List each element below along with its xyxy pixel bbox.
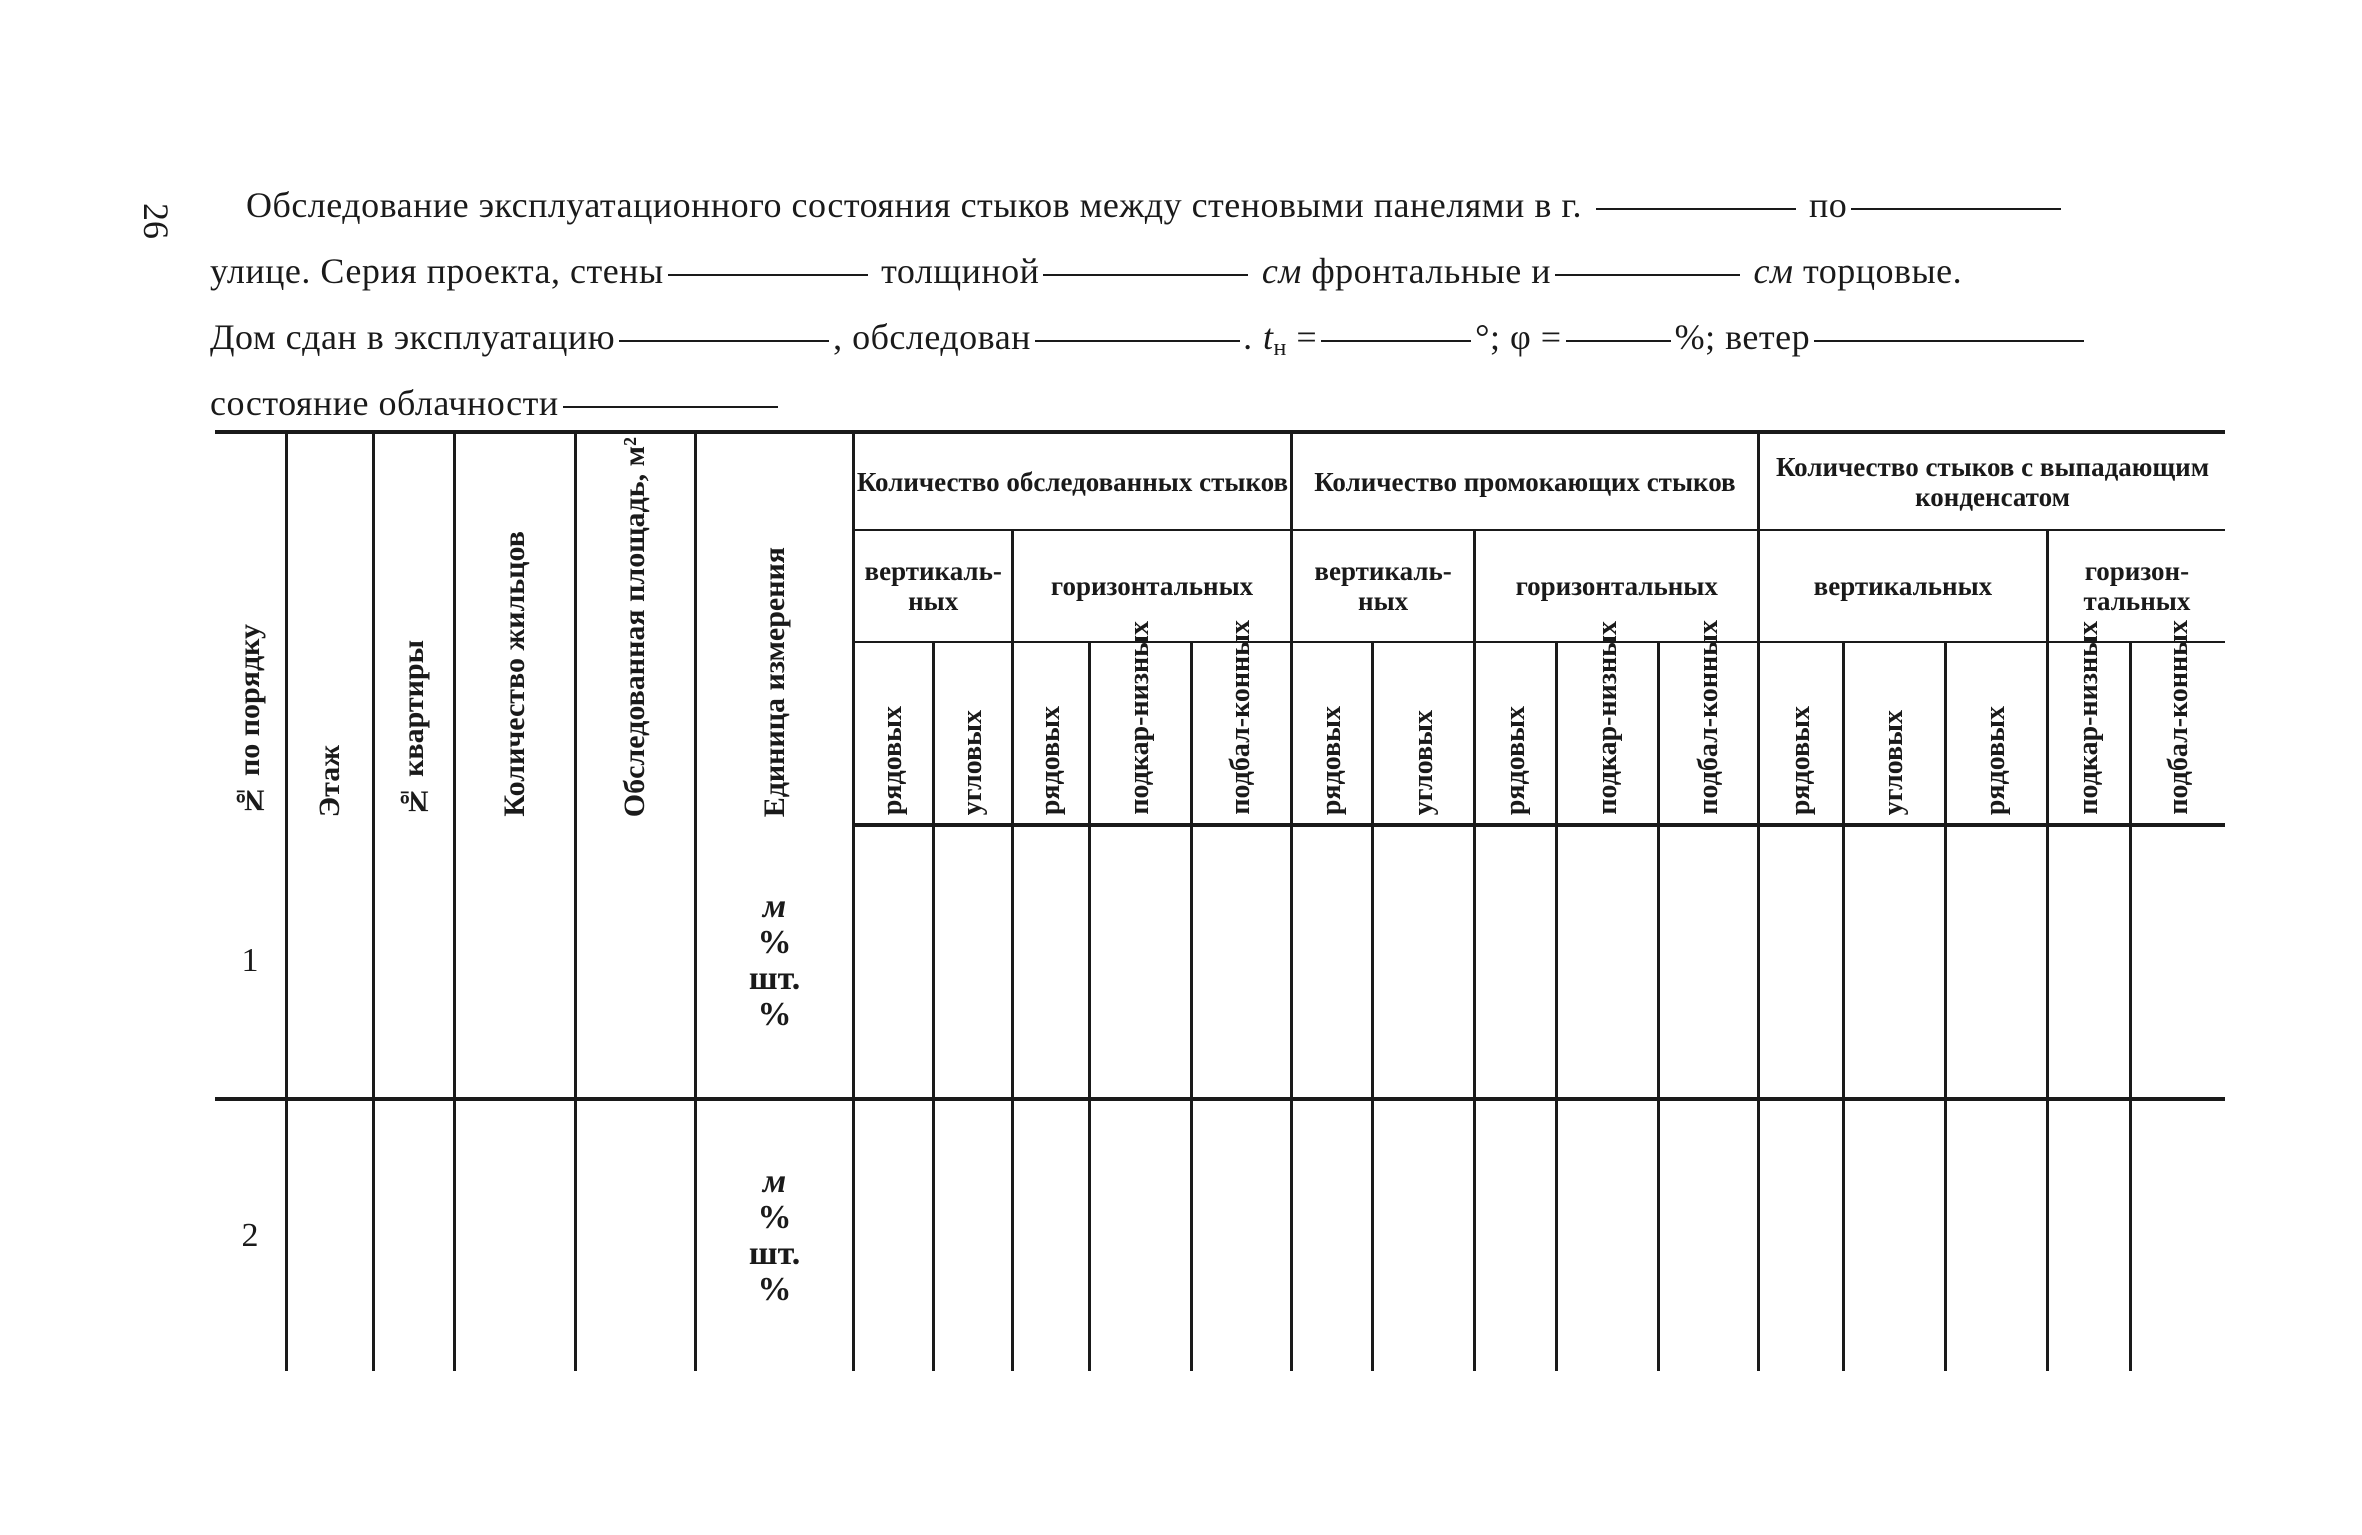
group-header-leaking: Количество промокающих стыков bbox=[1291, 432, 1758, 530]
cloudiness-blank bbox=[563, 406, 778, 408]
unit-cm: см bbox=[1753, 251, 1794, 291]
intro-text: торцовые. bbox=[1802, 251, 1963, 291]
cell-area bbox=[575, 825, 695, 1099]
col-header-row-joints: рядовых bbox=[1291, 642, 1373, 825]
col-header-under-eave-joints: подкар-низных bbox=[1557, 642, 1659, 825]
data-cell bbox=[854, 1099, 934, 1371]
table-row bbox=[215, 1099, 2225, 1371]
intro-text: толщиной bbox=[881, 251, 1040, 291]
table-row bbox=[215, 825, 2225, 1099]
subheader-vertical: вертикальных bbox=[1759, 530, 2048, 642]
row-number: 2 bbox=[215, 1099, 286, 1371]
cell-apartment bbox=[373, 825, 455, 1099]
subheader-horizontal: горизонтальных bbox=[1013, 530, 1292, 642]
surveyed-blank bbox=[1035, 340, 1240, 342]
cell-residents bbox=[455, 825, 575, 1099]
data-cell bbox=[1659, 1099, 1759, 1371]
page-number: 26 bbox=[136, 203, 176, 239]
intro-text: фронтальные и bbox=[1311, 251, 1551, 291]
data-cell bbox=[1475, 825, 1557, 1099]
data-cell bbox=[1759, 825, 1844, 1099]
cell-floor bbox=[286, 1099, 373, 1371]
street-blank bbox=[1851, 208, 2061, 210]
subscript: н bbox=[1273, 335, 1287, 361]
intro-text: Дом сдан в эксплуатацию bbox=[210, 317, 616, 357]
data-cell bbox=[1843, 1099, 1945, 1371]
data-cell bbox=[1659, 825, 1759, 1099]
data-cell bbox=[1759, 1099, 1844, 1371]
col-header-number: № по порядку bbox=[215, 432, 286, 825]
intro-line-4 bbox=[210, 370, 2230, 436]
intro-line-2 bbox=[210, 238, 2230, 304]
subheader-horizontal: горизон-тальных bbox=[2047, 530, 2225, 642]
col-header-apartment: № квартиры bbox=[373, 432, 455, 825]
unit-label: % bbox=[757, 1271, 792, 1308]
data-cell bbox=[1013, 1099, 1090, 1371]
cell-units bbox=[695, 825, 853, 1099]
unit-label: % bbox=[757, 1199, 792, 1236]
subheader-vertical: вертикаль-ных bbox=[1291, 530, 1475, 642]
data-cell bbox=[1373, 825, 1475, 1099]
cell-floor bbox=[286, 825, 373, 1099]
unit-label: % bbox=[757, 996, 792, 1033]
col-header-corner-joints: угловых bbox=[933, 642, 1013, 825]
cell-residents bbox=[455, 1099, 575, 1371]
col-header-floor: Этаж bbox=[286, 432, 373, 825]
intro-text: %; ветер bbox=[1674, 317, 1811, 357]
cell-units bbox=[695, 1099, 853, 1371]
row-number: 1 bbox=[215, 825, 286, 1099]
unit-label: шт. bbox=[748, 1235, 801, 1272]
intro-text: по bbox=[1809, 185, 1848, 225]
data-cell bbox=[1291, 1099, 1373, 1371]
col-header-row-joints: рядовых bbox=[1945, 642, 2047, 825]
data-cell bbox=[2047, 825, 2131, 1099]
data-cell bbox=[933, 825, 1013, 1099]
intro-text: = bbox=[1296, 317, 1318, 357]
data-cell bbox=[1843, 825, 1945, 1099]
cell-apartment bbox=[373, 1099, 455, 1371]
col-header-row-joints: рядовых bbox=[1475, 642, 1557, 825]
intro-text: °; φ = bbox=[1475, 317, 1562, 357]
col-header-under-balcony-joints: подбал-конных bbox=[1191, 642, 1291, 825]
col-header-under-balcony-joints: подбал-конных bbox=[2131, 642, 2225, 825]
data-cell bbox=[1557, 825, 1659, 1099]
col-header-under-balcony-joints: подбал-конных bbox=[1659, 642, 1759, 825]
temperature-blank bbox=[1321, 340, 1471, 342]
col-header-row-joints: рядовых bbox=[1013, 642, 1090, 825]
front-thickness-blank bbox=[1043, 274, 1248, 276]
data-cell bbox=[1945, 825, 2047, 1099]
data-cell bbox=[1373, 1099, 1475, 1371]
intro-line-3 bbox=[210, 304, 2230, 370]
data-cell bbox=[1191, 825, 1291, 1099]
data-cell bbox=[2131, 825, 2225, 1099]
group-header-surveyed: Количество обследованных стыков bbox=[854, 432, 1292, 530]
data-cell bbox=[1191, 1099, 1291, 1371]
commissioned-blank bbox=[619, 340, 829, 342]
col-header-residents: Количество жильцов bbox=[455, 432, 575, 825]
unit-label: м bbox=[762, 1163, 787, 1200]
intro-text: состояние облачности bbox=[210, 383, 559, 423]
col-header-under-eave-joints: подкар-низных bbox=[1089, 642, 1191, 825]
city-blank bbox=[1596, 208, 1796, 210]
col-header-corner-joints: угловых bbox=[1843, 642, 1945, 825]
data-cell bbox=[1291, 825, 1373, 1099]
cell-area bbox=[575, 1099, 695, 1371]
data-cell bbox=[1945, 1099, 2047, 1371]
col-header-row-joints: рядовых bbox=[1759, 642, 1844, 825]
data-cell bbox=[1089, 825, 1191, 1099]
series-blank bbox=[668, 274, 868, 276]
group-header-condensate: Количество стыков с выпадающим конденсатом bbox=[1759, 432, 2225, 530]
data-cell bbox=[1475, 1099, 1557, 1371]
data-cell bbox=[1013, 825, 1090, 1099]
data-cell bbox=[1089, 1099, 1191, 1371]
survey-table bbox=[215, 430, 2225, 1371]
col-header-area: Обследованная площадь, м² bbox=[575, 432, 695, 825]
col-header-row-joints: рядовых bbox=[854, 642, 934, 825]
intro-text: , обследован bbox=[833, 317, 1031, 357]
data-cell bbox=[2047, 1099, 2131, 1371]
unit-label: % bbox=[757, 924, 792, 961]
intro-text: . t bbox=[1243, 317, 1274, 357]
survey-intro-paragraph bbox=[210, 172, 2230, 436]
col-header-under-eave-joints: подкар-низных bbox=[2047, 642, 2131, 825]
wind-blank bbox=[1814, 340, 2084, 342]
data-cell bbox=[1557, 1099, 1659, 1371]
col-header-unit: Единица измерения bbox=[695, 432, 853, 825]
data-cell bbox=[933, 1099, 1013, 1371]
unit-label: шт. bbox=[748, 960, 801, 997]
col-header-corner-joints: угловых bbox=[1373, 642, 1475, 825]
intro-text: Обследование эксплуатационного состояния стыков между стеновыми панелями в г. bbox=[246, 185, 1583, 225]
data-cell bbox=[854, 825, 934, 1099]
intro-line-1 bbox=[210, 172, 2230, 238]
intro-text: улице. Серия проекта, стены bbox=[210, 251, 664, 291]
subheader-horizontal: горизонтальных bbox=[1475, 530, 1759, 642]
data-cell bbox=[2131, 1099, 2225, 1371]
unit-label: м bbox=[762, 888, 787, 925]
humidity-blank bbox=[1566, 340, 1671, 342]
end-thickness-blank bbox=[1555, 274, 1740, 276]
subheader-vertical: вертикаль-ных bbox=[854, 530, 1013, 642]
unit-cm: см bbox=[1261, 251, 1302, 291]
